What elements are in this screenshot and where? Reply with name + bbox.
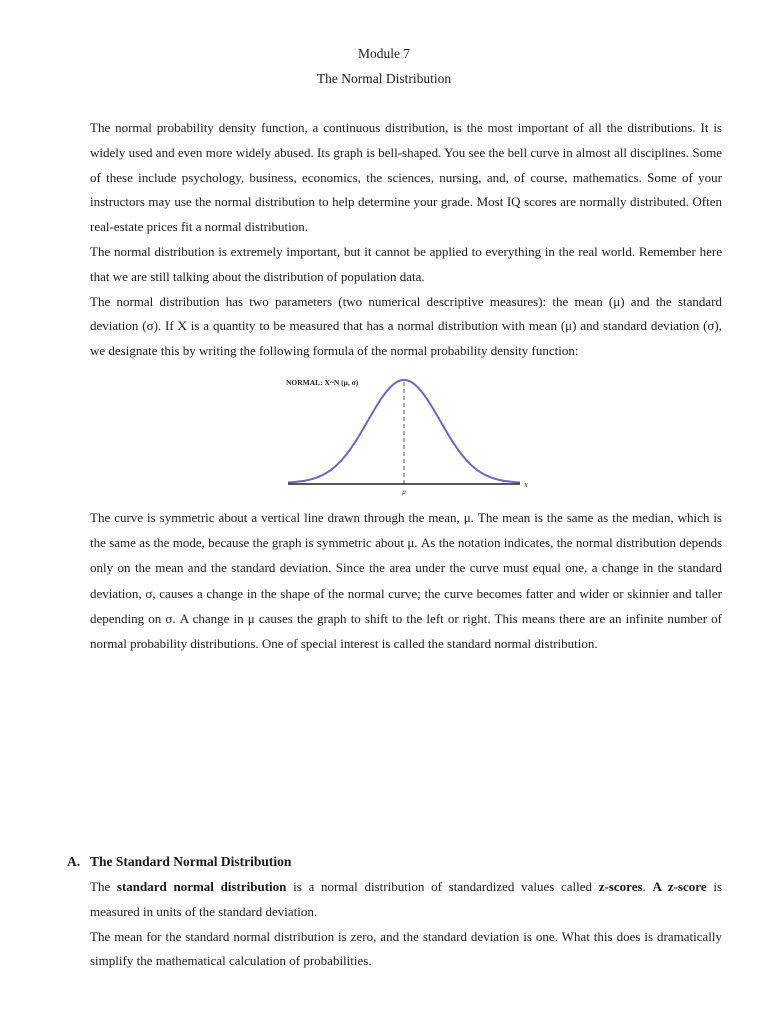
x-axis-label: x [524,481,528,489]
module-number: Module 7 [357,46,411,61]
section-a-heading [67,852,291,872]
curve-description [90,505,722,656]
section-a-text [90,875,722,974]
section-a-title: The Standard Normal Distribution [90,854,292,869]
section-a-paragraph-1: The standard normal distribution is a normal distribution of standardized values called z-scores. A z-score is measured in units of the standard deviation. [90,879,723,919]
intro-paragraph-3: The normal distribution has two parameters (two numerical descriptive measures): the mean (μ) and the standard deviation (σ). If X is a quantity to be measured that has a normal distribution with mean (μ) and standard deviation (σ), we designate this by writing the following formula of the normal probability density function: [90,293,722,359]
section-a-label: A. [67,854,81,869]
figure-label: NORMAL: X~N (μ, σ) [286,378,359,387]
term-a-z-score: A z-score [652,879,707,894]
mean-label: μ [402,489,406,496]
term-z-scores: z-scores [598,879,643,894]
intro-text [90,116,722,364]
curve-paragraph: The curve is symmetric about a vertical line drawn through the mean, μ. The mean is the same as the median, which is the same as the mode, because the graph is symmetric about μ. As the notation indicates, the normal distribution depends only on the mean and the standard deviation. Since the area under the curve must equal one, a change in the standard deviation, σ, causes a change in the shape of the normal curve; the curve becomes fatter and wider or skinnier and taller depending on σ. A change in μ causes the graph to shift to the left or right. This means there are an infinite number of normal probability distributions. One of special interest is called the standard normal distribution. [90,510,722,652]
term-standard-normal: standard normal distribution [116,879,287,894]
normal-curve-figure [282,372,530,497]
intro-paragraph-1: The normal probability density function, a continuous distribution, is the most important of all the distributions. It is widely used and even more widely abused. Its graph is bell-shaped. You see the bell curve in almost all disciplines. Some of these include psychology, business, economics, the sciences, nursing, and, of course, mathematics. Some of your instructors may use the normal distribution to help determine your grade. Most IQ scores are normally distributed. Often real-estate prices fit a normal distribution. [90,120,722,235]
section-a-paragraph-2: The mean for the standard normal distribution is zero, and the standard deviation is one. What this does is dramatically simplify the mathematical calculation of probabilities. [90,928,722,969]
intro-paragraph-2: The normal distribution is extremely important, but it cannot be applied to everything in the real world. Remember here that we are still talking about the distribution of population data. [90,243,722,284]
module-title: The Normal Distribution [316,71,452,86]
